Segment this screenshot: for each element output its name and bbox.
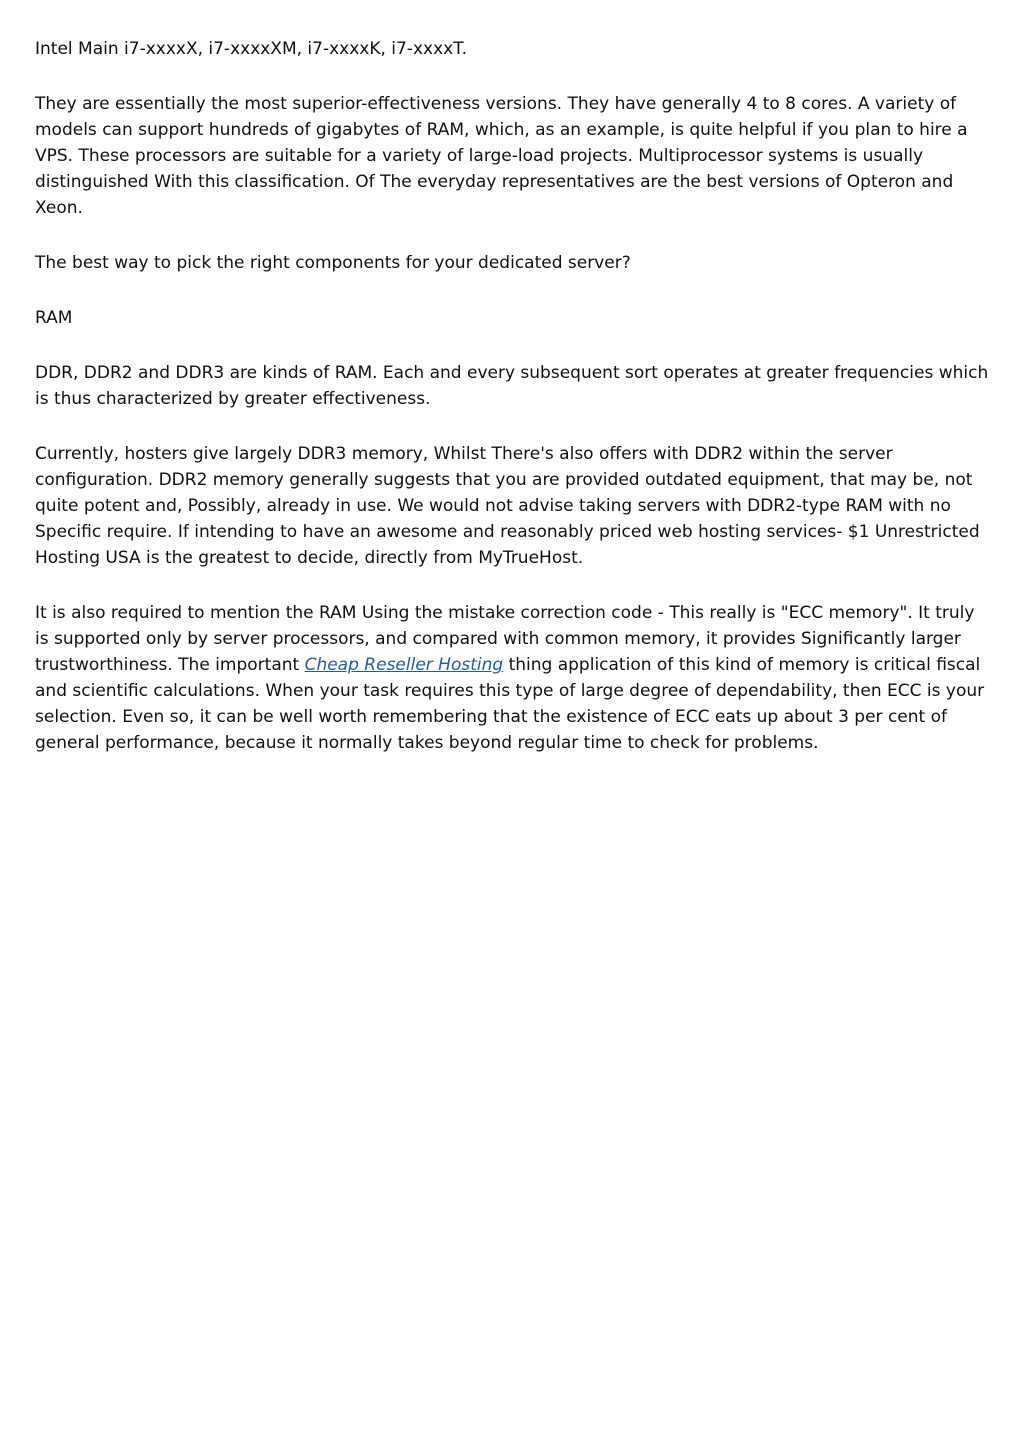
- paragraph-ddr3-memory: Currently, hosters give largely DDR3 memory, Whilst There's also offers with DDR2 within the server configuration. DDR2 memory generally suggests that you are provided outdated equipment, that may be, not quite potent and, Possibly, already in use. We would not advise taking servers with DDR2-type RAM with no Specific require. If intending to have an awesome and reasonably priced web hosting services- $1 Unrestricted Hosting USA is the greatest to decide, directly from MyTrueHost.: [35, 444, 980, 568]
- paragraph-intel-models: Intel Main i7-xxxxX, i7-xxxxXM, i7-xxxxK, i7-xxxxT.: [35, 39, 467, 59]
- document-body: [35, 36, 990, 785]
- ecc-text-before-link: It is also required to mention the RAM Using the mistake correction code - This really is "ECC memory". It truly is supported only by server processors, and compared with common memory, it provides Significantly larger trustworthiness. The important: [35, 603, 975, 675]
- section-heading-ram: RAM: [35, 308, 73, 328]
- paragraph-components-question: The best way to pick the right components for your dedicated server?: [35, 253, 631, 273]
- paragraph-ecc-memory: [35, 600, 990, 756]
- paragraph-processor-description: They are essentially the most superior-effectiveness versions. They have generally 4 to 8 cores. A variety of models can support hundreds of gigabytes of RAM, which, as an example, is quite helpful if you plan to hire a VPS. These processors are suitable for a variety of large-load projects. Multiprocessor systems is usually distinguished With this classification. Of The everyday representatives are the best versions of Opteron and Xeon.: [35, 94, 968, 218]
- ecc-text-after-link: thing application of this kind of memory is critical fiscal and scientific calculations. When your task requires this type of large degree of dependability, then ECC is your selection. Even so, it can be well worth remembering that the existence of ECC eats up about 3 per cent of general performance, because it normally takes beyond regular time to check for problems.: [35, 655, 985, 753]
- cheap-reseller-hosting-link[interactable]: Cheap Reseller Hosting: [304, 655, 504, 675]
- paragraph-ram-types: DDR, DDR2 and DDR3 are kinds of RAM. Each and every subsequent sort operates at greater frequencies which is thus characterized by greater effectiveness.: [35, 363, 989, 409]
